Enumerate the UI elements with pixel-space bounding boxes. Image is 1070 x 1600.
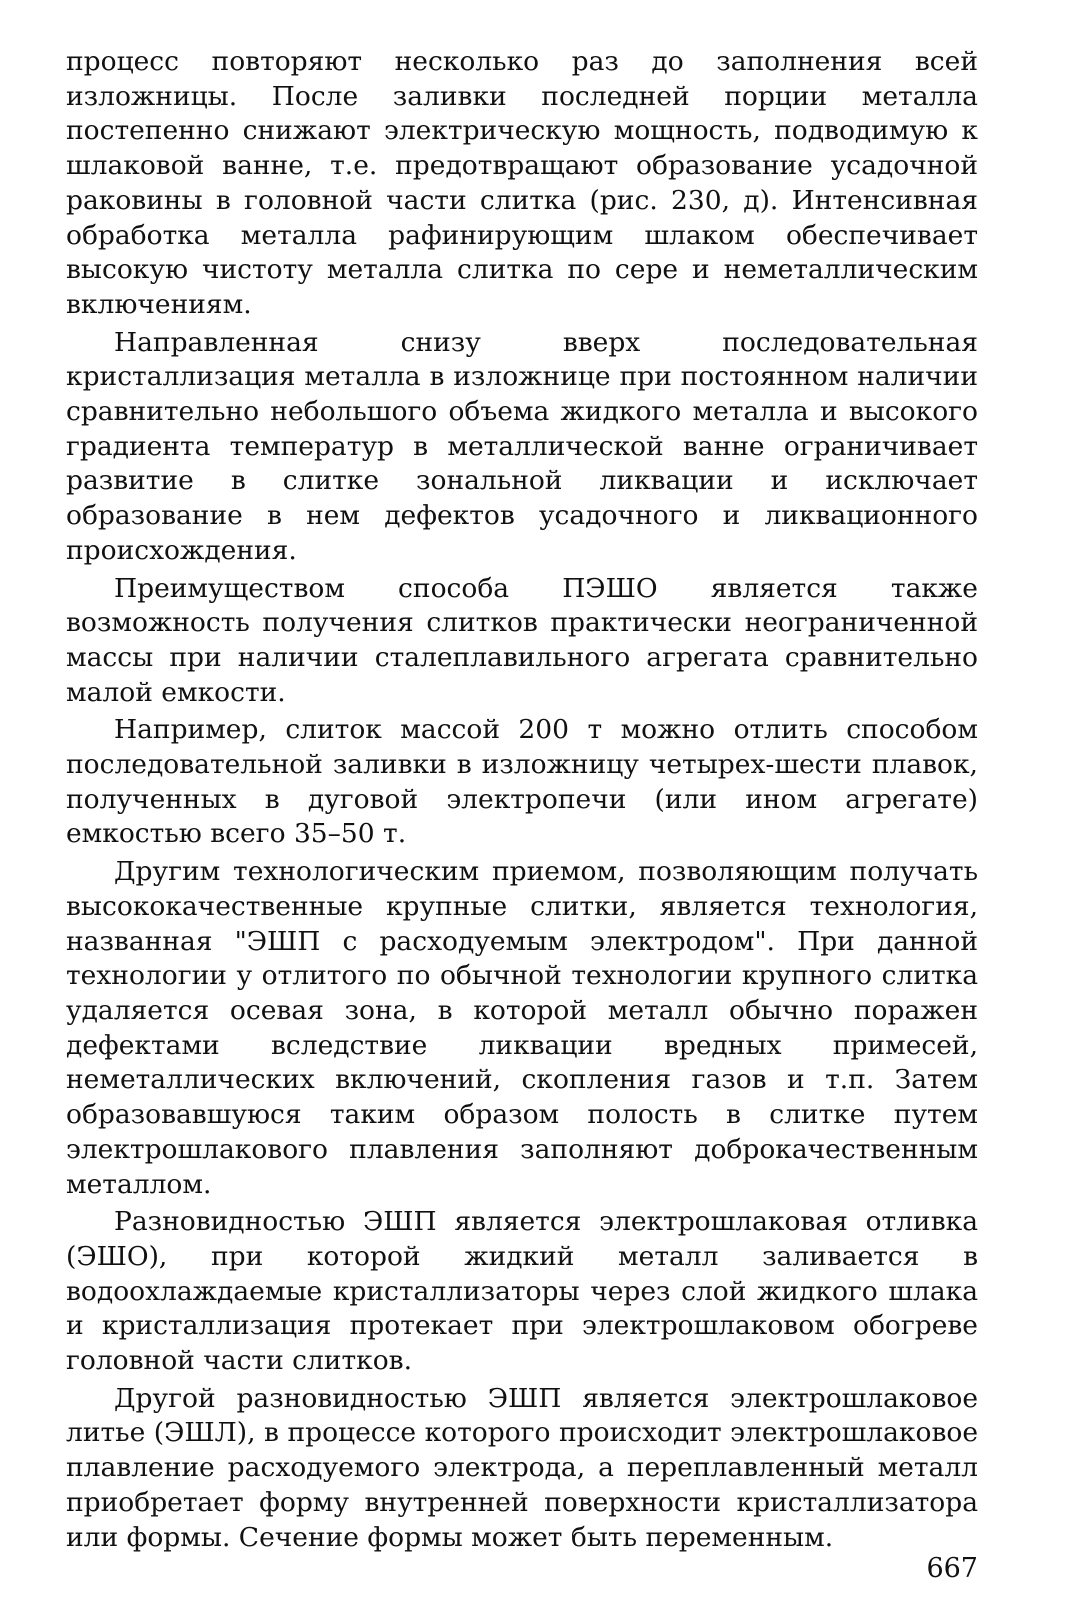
paragraph-1: процесс повторяют несколько раз до заполнения всей изложницы. После заливки последней порции металла постепенно снижают электрическую мощность, подводимую к шлаковой ванне, т.е. предотвращают образование усадочной раковины в головной части слитка (рис. 230, д). Интенсивная обработка металла рафинирующим шлаком обеспечивает высокую чистоту металла слитка по сере и неметаллическим включениям. <box>66 46 978 320</box>
page-number: 667 <box>926 1553 978 1584</box>
page-body <box>66 45 978 1558</box>
paragraph-2: Направленная снизу вверх последовательная кристаллизация металла в изложнице при постоянном наличии сравнительно небольшого объема жидкого металла и высокого градиента температур в металлической ванне ограничивает развитие в слитке зональной ликвации и исключает образование в нем дефектов усадочного и ликвационного происхождения. <box>66 326 978 566</box>
paragraph-5: Другим технологическим приемом, позволяющим получать высококачественные крупные слитки, является технология, названная "ЭШП с расходуемым электродом". При данной технологии у отлитого по обычной технологии крупного слитка удаляется осевая зона, в которой металл обычно поражен дефектами вследствие ликвации вредных примесей, неметаллических включений, скопления газов и т.п. Затем образовавшуюся таким образом полость в слитке путем электрошлакового плавления заполняют доброкачественным металлом. <box>66 856 978 1200</box>
paragraph-6: Разновидностью ЭШП является электрошлаковая отливка (ЭШО), при которой жидкий металл заливается в водоохлаждаемые кристаллизаторы через слой жидкого шлака и кристаллизация протекает при электрошлаковом обогреве головной части слитков. <box>66 1206 978 1377</box>
paragraph-3: Преимуществом способа ПЭШО является также возможность получения слитков практически неограниченной массы при наличии сталеплавильного агрегата сравнительно малой емкости. <box>66 572 978 708</box>
paragraph-4: Например, слиток массой 200 т можно отлить способом последовательной заливки в изложницу четырех-шести плавок, полученных в дуговой электропечи (или ином агрегате) емкостью всего 35–50 т. <box>66 714 978 850</box>
paragraph-7: Другой разновидностью ЭШП является электрошлаковое литье (ЭШЛ), в процессе которого происходит электрошлаковое плавление расходуемого электрода, а переплавленный металл приобретает форму внутренней поверхности кристаллизатора или формы. Сечение формы может быть переменным. <box>66 1382 978 1553</box>
